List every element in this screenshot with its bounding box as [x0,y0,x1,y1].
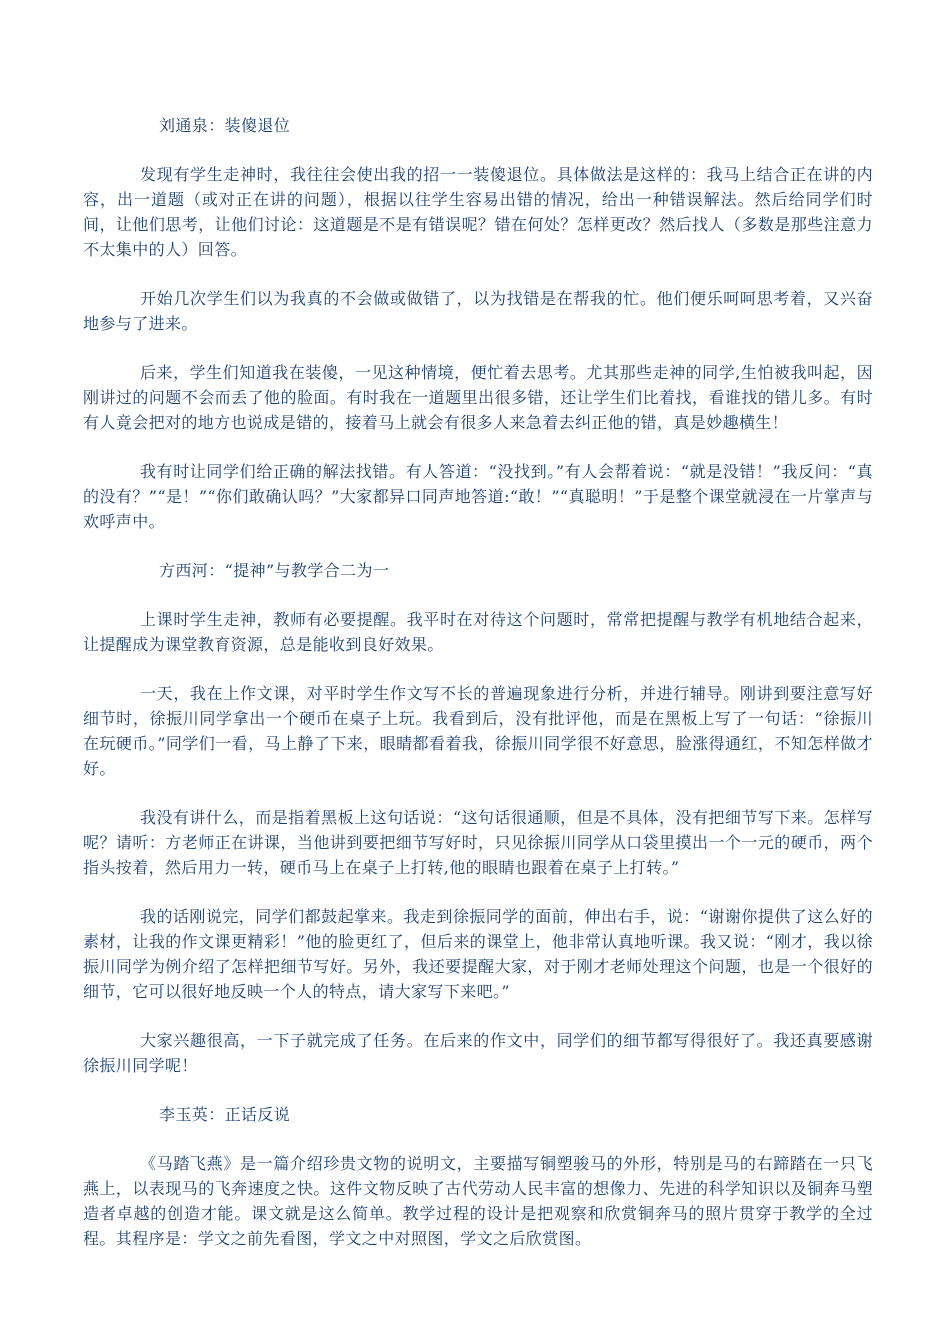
paragraph: 开始几次学生们以为我真的不会做或做错了，以为找错是在帮我的忙。他们便乐呵呵思考着，又兴奋地参与了进来。 [83,289,873,333]
section-heading: 李玉英：正话反说 [159,1105,291,1124]
section-heading: 方西河：“提神”与教学合二为一 [159,561,390,580]
paragraph: 上课时学生走神，教师有必要提醒。我平时在对待这个问题时，常常把提醒与教学有机地结合起来，让提醒成为课堂教育资源，总是能收到良好效果。 [83,610,873,654]
paragraph: 大家兴趣很高，一下子就完成了任务。在后来的作文中，同学们的细节都写得很好了。我还真要感谢徐振川同学呢！ [83,1031,873,1075]
paragraph: 发现有学生走神时，我往往会使出我的招一一装傻退位。具体做法是这样的：我马上结合正在讲的内容，出一道题（或对正在讲的问题），根据以往学生容易出错的情况，给出一种错误解法。然后给同学们时间，让他们思考，让他们讨论：这道题是不是有错误呢？错在何处？怎样更改？然后找人（多数是那些注意力不太集中的人）回答。 [83,165,873,259]
paragraph: 我的话刚说完，同学们都鼓起掌来。我走到徐振同学的面前，伸出右手，说：“谢谢你提供了这么好的素材，让我的作文课更精彩！”他的脸更红了，但后来的课堂上，他非常认真地听课。我又说：“刚才，我以徐振川同学为例介绍了怎样把细节写好。另外，我还要提醒大家，对于刚才老师处理这个问题，也是一个很好的细节，它可以很好地反映一个人的特点，请大家写下来吧。” [83,907,873,1001]
paragraph: 我没有讲什么，而是指着黑板上这句话说：“这句话很通顺，但是不具体，没有把细节写下来。怎样写呢？请听：方老师正在讲课，当他讲到要把细节写好时，只见徐振川同学从口袋里摸出一个一元的硬币，两个指头按着，然后用力一转，硬币马上在桌子上打转,他的眼睛也跟着在桌子上打转。” [83,808,873,877]
document-body [83,113,873,1251]
section-heading: 刘通泉：装傻退位 [159,116,291,135]
paragraph: 我有时让同学们给正确的解法找错。有人答道：“没找到。”有人会帮着说：“就是没错！”我反问：“真的没有？”“是！”“你们敢确认吗？”大家都异口同声地答道:“敢！”“真聪明！”于是整个课堂就浸在一片掌声与欢呼声中。 [83,462,873,531]
paragraph: 后来，学生们知道我在装傻，一见这种情境，便忙着去思考。尤其那些走神的同学,生怕被我叫起，因刚讲过的问题不会而丢了他的脸面。有时我在一道题里出很多错，还让学生们比着找，看谁找的错儿多。有时有人竟会把对的地方也说成是错的，接着马上就会有很多人来急着去纠正他的错，真是妙趣横生！ [83,363,873,432]
paragraph: 一天，我在上作文课，对平时学生作文写不长的普遍现象进行分析，并进行辅导。刚讲到要注意写好细节时，徐振川同学拿出一个硬币在桌子上玩。我看到后，没有批评他，而是在黑板上写了一句话：“徐振川在玩硬币。”同学们一看，马上静了下来，眼睛都看着我，徐振川同学很不好意思，脸涨得通红，不知怎样做才好。 [83,684,873,778]
paragraph: 《马踏飞燕》是一篇介绍珍贵文物的说明文，主要描写铜塑骏马的外形，特别是马的右蹄踏在一只飞燕上，以表现马的飞奔速度之快。这件文物反映了古代劳动人民丰富的想像力、先进的科学知识以及铜奔马塑造者卓越的创造才能。课文就是这么简单。教学过程的设计是把观察和欣赏铜奔马的照片贯穿于教学的全过程。其程序是：学文之前先看图，学文之中对照图，学文之后欣赏图。 [83,1154,873,1248]
